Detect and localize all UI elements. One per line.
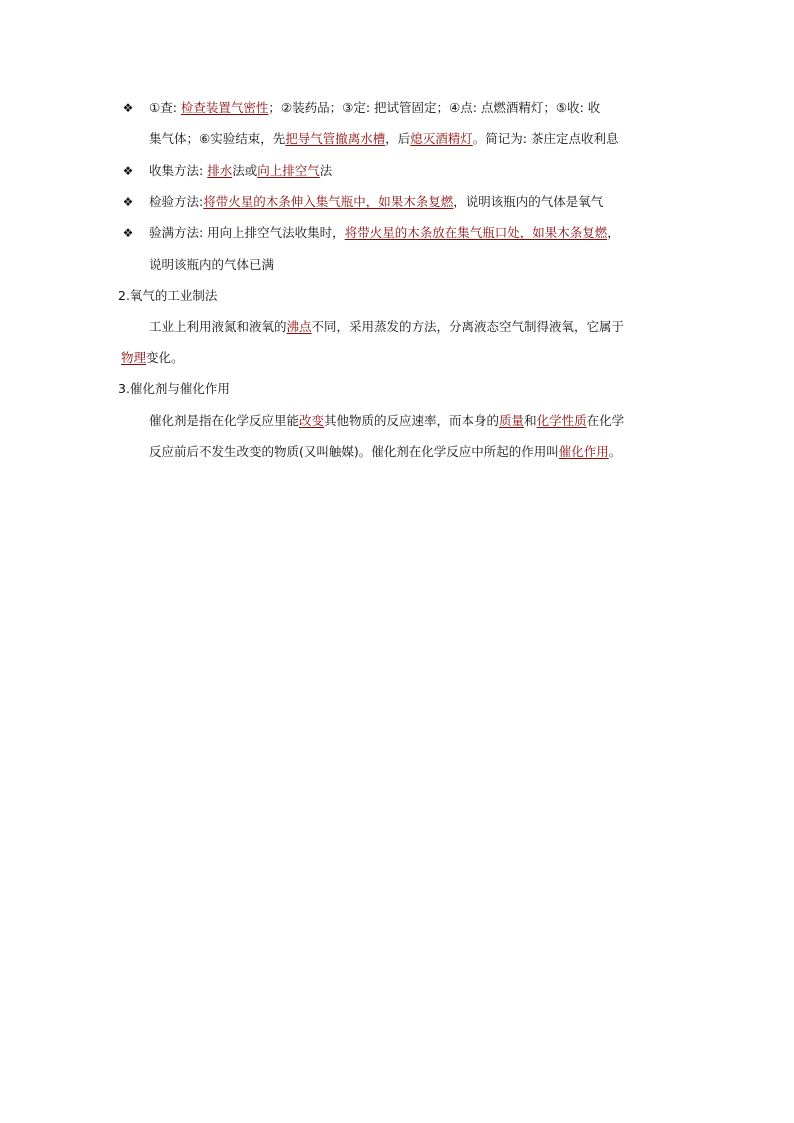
answer-blank: 质量	[499, 413, 525, 428]
text-run: 检验方法:	[149, 194, 204, 209]
text-run: 。	[608, 444, 622, 459]
answer-blank: 改变	[299, 413, 325, 428]
text-line	[149, 225, 620, 241]
text-run: 反应前后不发生改变的物质(又叫触媒)。催化剂在化学反应中所起的作用叫	[149, 444, 559, 459]
text-run: 其他物质的反应速率，而本身的	[324, 413, 500, 428]
text-run: 法	[319, 163, 333, 178]
answer-blank: 检查装置气密性	[180, 100, 269, 115]
text-line	[149, 131, 618, 147]
text-line	[149, 257, 274, 273]
answer-blank: 把导气管撤离水槽	[285, 131, 386, 146]
section-heading	[118, 288, 217, 304]
text-run: 2.氧气的工业制法	[118, 288, 218, 303]
text-run: 在化学	[586, 413, 625, 428]
text-line	[149, 163, 332, 179]
text-run: ，后	[385, 131, 411, 146]
text-run: 。简记为: 茶庄定点收利息	[472, 131, 619, 146]
text-run: 催化剂是指在化学反应里能	[149, 413, 300, 428]
text-run: 法或	[232, 163, 258, 178]
bullet-icon: ❖	[122, 164, 134, 178]
answer-blank: 将带火星的木条伸入集气瓶中，如果木条复燃	[203, 194, 454, 209]
answer-blank: 催化作用	[558, 444, 609, 459]
answer-blank: 将带火星的木条放在集气瓶口处，如果木条复燃	[344, 225, 608, 240]
text-run: 说明该瓶内的气体已满	[149, 257, 275, 272]
section-heading	[118, 381, 230, 397]
text-run: 工业上利用液氮和液氧的	[149, 319, 287, 334]
bullet-icon: ❖	[122, 101, 134, 115]
text-run: 收集方法:	[149, 163, 208, 178]
text-line	[149, 319, 624, 335]
answer-blank: 排水	[207, 163, 233, 178]
text-run: ，说明该瓶内的气体是氧气	[453, 194, 604, 209]
text-run: 验满方法: 用向上排空气法收集时，	[149, 225, 345, 240]
text-run: ；②装药品；③定: 把试管固定；④点: 点燃酒精灯；⑤收: 收	[268, 100, 601, 115]
text-run: ①查:	[149, 100, 181, 115]
answer-blank: 物理	[121, 350, 147, 365]
text-run: 和	[524, 413, 537, 428]
answer-blank: 熄灭酒精灯	[410, 131, 473, 146]
bullet-icon: ❖	[122, 195, 134, 209]
text-line	[149, 413, 624, 429]
text-run: 集气体；⑥实验结束，先	[149, 131, 286, 146]
text-run: 变化。	[146, 350, 184, 365]
text-run: ，	[607, 225, 620, 240]
text-line	[149, 194, 603, 210]
answer-blank: 化学性质	[536, 413, 587, 428]
text-run: 3.催化剂与催化作用	[118, 381, 230, 396]
text-line	[121, 350, 184, 366]
answer-blank: 沸点	[286, 319, 312, 334]
text-line	[149, 444, 621, 460]
text-line	[149, 100, 600, 116]
text-run: 不同，采用蒸发的方法，分离液态空气制得液氧，它属于	[311, 319, 625, 334]
bullet-icon: ❖	[122, 226, 134, 240]
answer-blank: 向上排空气	[257, 163, 320, 178]
